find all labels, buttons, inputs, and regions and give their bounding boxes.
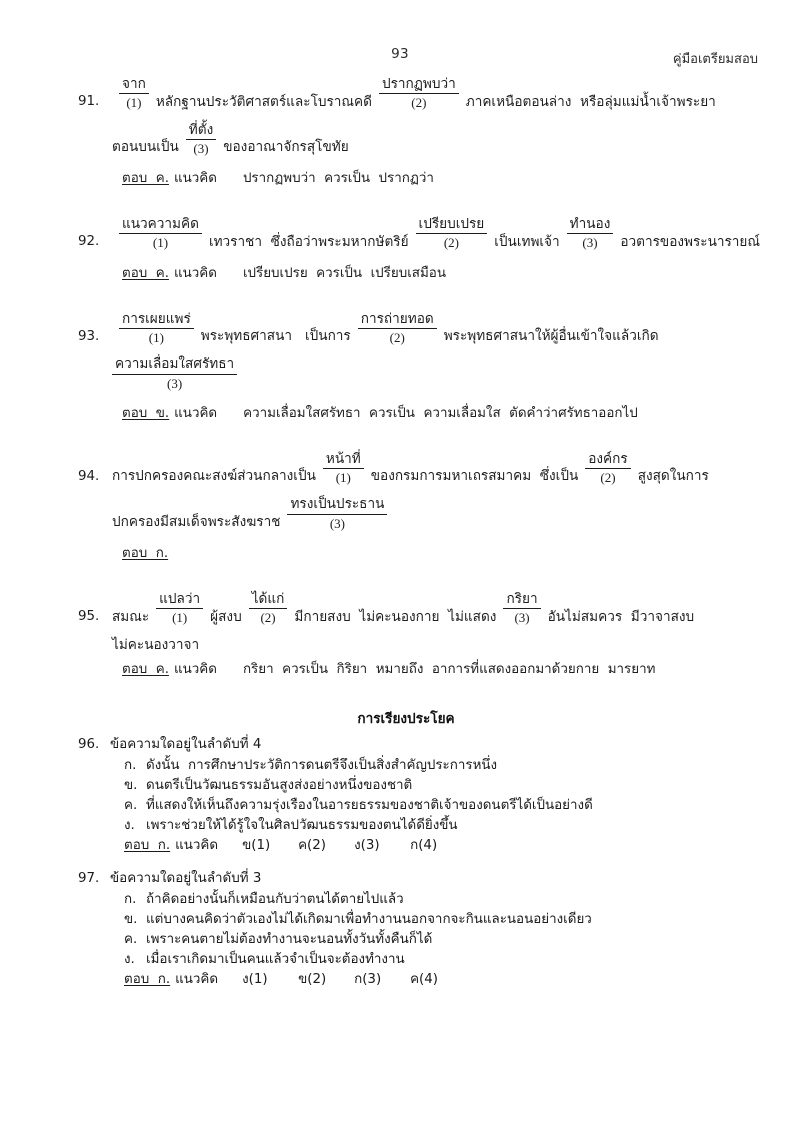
question-92 [78,216,761,283]
blank-word: การถ่ายทอด [358,311,437,329]
question-92-number: 92. [78,233,100,249]
choice-text: ดังนั้น การศึกษาประวัติการดนตรีจึงเป็นสิ่งสำคัญประการหนึ่ง [146,757,498,773]
question-94-blank-2 [585,451,630,487]
question-91 [78,76,734,188]
question-95-text-4: ไม่คะนองวาจา [112,636,200,653]
choice-marker: ข. [124,778,138,794]
question-93-number: 93. [78,328,100,344]
blank-index: (2) [389,330,405,345]
blank-word: เปรียบเปรย [416,216,488,234]
answer-label: แนวคิด [175,838,219,854]
answer-label: แนวคิด [174,405,218,421]
spacer [78,157,734,167]
blank-word: ปรากฏพบว่า [379,76,459,94]
question-93-answer [78,402,734,423]
question-97-choice-kho2 [78,930,734,950]
answer-key: ตอบ ก. [124,972,171,987]
choice-marker: ง. [124,951,135,967]
question-92-line-1 [78,216,761,252]
choice-text: เพราะช่วยให้ได้รู้ใจในศิลปวัฒนธรรมของตนได้ดียิ่งขึ้น [146,818,458,834]
spacer [78,565,734,591]
choice-text: แต่บางคนคิดว่าตัวเองไม่ได้เกิดมาเพื่อทำงานนอกจากจะกินและนอนอย่างเดียว [146,911,592,927]
question-96-stem: ข้อความใดอยู่ในลำดับที่ 4 [110,737,262,753]
answer-label: แนวคิด [173,265,217,281]
question-96 [78,735,734,857]
answer-order-4: ก(4) [410,838,438,854]
answer-key: ตอบ ค. [122,265,169,281]
question-95-line-1 [78,591,734,627]
question-94-line-2 [78,496,734,532]
blank-word: ทำนอง [567,216,614,234]
answer-key: ตอบ ค. [122,662,169,678]
blank-index: (2) [600,470,616,486]
question-94 [78,451,734,563]
question-95-text-0: สมณะ [112,608,150,625]
blank-word: ความเลื่อมใสศรัทธา [112,356,237,374]
answer-label: แนวคิด [173,662,217,678]
question-91-text-1: หลักฐานประวัติศาสตร์และโบราณคดี [155,93,372,110]
question-95-line-2 [78,637,734,655]
choice-text: ที่แสดงให้เห็นถึงความรุ่งเรืองในอารยธรรมของชาติเจ้าของดนตรีได้เป็นอย่างดี [146,798,593,814]
blank-index: (3) [514,610,530,626]
choice-text: ดนตรีเป็นวัฒนธรรมอันสูงส่งอย่างหนึ่งของชาติ [146,778,413,794]
answer-key: ตอบ ข. [122,405,170,421]
blank-word: ที่ตั้ง [186,122,216,140]
blank-word: แนวความคิด [119,216,202,234]
question-95-blank-3 [503,591,540,627]
question-97 [78,869,734,991]
choice-marker: ก. [124,757,137,773]
blank-index: (2) [443,235,459,251]
question-96-choice-kho [78,776,734,796]
question-94-number: 94. [78,468,100,484]
question-95-answer [78,658,734,679]
question-91-answer [78,167,734,188]
spacer [78,486,734,496]
choice-marker: ค. [124,798,138,814]
blank-index: (1) [126,95,142,111]
question-94-answer [78,542,734,563]
question-95-text-1: ผู้สงบ [210,608,242,625]
answer-label: แนวคิด [175,972,219,987]
question-95-number: 95. [78,608,100,624]
blank-index: (3) [582,235,598,251]
answer-order-list [242,970,466,991]
answer-key: ตอบ ก. [124,838,171,854]
answer-key: ตอบ ก. [122,545,169,561]
question-96-number: 96. [78,737,100,753]
blank-index: (1) [152,235,169,251]
question-94-text-1: ของกรมการมหาเถรสมาคม ซึ่งเป็น [370,468,579,485]
question-97-stem-row [78,869,734,889]
question-91-blank-3 [186,122,216,158]
answer-order-2: ข(2) [298,972,327,987]
page-content [78,76,761,993]
question-96-stem-row [78,735,734,755]
answer-order-3: ก(3) [354,972,382,987]
blank-word: ได้แก่ [249,591,288,609]
question-93 [78,311,734,423]
spacer [78,859,734,869]
question-97-choice-ngo [78,950,734,970]
question-94-blank-3 [287,496,387,532]
question-91-number: 91. [78,93,100,109]
spacer [78,346,734,356]
blank-index: (3) [193,140,209,156]
answer-order-1: ข(1) [242,838,271,854]
blank-index: (3) [167,375,183,391]
question-92-blank-2 [416,216,488,252]
question-95-blank-2 [249,591,288,627]
blank-word: กริยา [503,591,540,609]
spacer [78,112,734,122]
section-heading: การเรียงประโยค [357,711,455,728]
question-93-blank-1 [119,311,194,347]
answer-explanation: ความเลื่อมใสศรัทธา ควรเป็น ความเลื่อมใส ตัดคำว่าศรัทธาออกไป [243,405,638,421]
question-96-choice-ngo [78,816,734,836]
spacer [78,681,734,707]
answer-order-1: ง(1) [242,972,268,987]
question-91-text-3: ตอนบนเป็น [112,139,179,156]
question-92-blank-1 [119,216,202,252]
spacer [78,627,734,637]
choice-marker: ง. [124,818,135,834]
page-number: 93 [391,46,409,62]
question-93-text-2: พระพุทธศาสนาให้ผู้อื่นเข้าใจแล้วเกิด [443,328,659,345]
question-97-answer [78,970,734,991]
blank-word: ทรงเป็นประธาน [287,496,387,514]
question-95-blank-1 [156,591,203,627]
question-97-number: 97. [78,871,100,887]
question-94-blank-1 [323,451,364,487]
answer-label: แนวคิด [173,171,217,187]
question-91-text-4: ของอาณาจักรสุโขทัย [223,139,349,156]
answer-order-list [242,836,466,857]
answer-explanation: เปรียบเปรย ควรเป็น เปรียบเสมือน [242,265,446,281]
question-91-line-2 [78,122,734,158]
blank-index: (1) [148,330,164,345]
choice-marker: ข. [124,911,138,927]
question-92-text-2: เป็นเทพเจ้า [494,233,560,250]
question-95 [78,591,734,680]
choice-text: ถ้าคิดอย่างนั้นก็เหมือนกับว่าตนได้ตายไปแล้ว [146,891,404,907]
question-95-text-2: มีกายสงบ ไม่คะนองกาย ไม่แสดง [294,608,497,625]
spacer [78,190,734,216]
blank-index: (1) [335,470,351,486]
question-96-answer [78,836,734,857]
spacer [78,532,734,542]
question-94-line-1 [78,451,734,487]
question-92-answer [78,262,734,283]
question-93-line-2 [78,356,734,392]
question-91-blank-2 [379,76,459,112]
choice-marker: ก. [124,891,137,907]
spacer [78,425,734,451]
blank-index: (2) [411,95,427,111]
question-95-text-3: อันไม่สมควร มีวาจาสงบ [547,608,695,625]
question-94-text-3: ปกครองมีสมเด็จพระสังฆราช [112,513,281,530]
book-title: คู่มือเตรียมสอบ [672,52,758,67]
blank-word: องค์กร [585,451,630,469]
answer-explanation: กริยา ควรเป็น กิริยา หมายถึง อาการที่แสดงออกมาด้วยกาย มารยาท [242,662,656,678]
question-97-choice-ko [78,890,734,910]
question-93-blank-2 [358,311,437,347]
blank-word: แปลว่า [156,591,203,609]
blank-index: (2) [260,610,276,626]
question-93-blank-3 [112,356,237,392]
answer-order-2: ค(2) [298,838,327,854]
blank-word: การเผยแพร่ [119,311,194,329]
question-93-line-1 [78,311,734,347]
question-92-blank-3 [567,216,614,252]
blank-word: หน้าที่ [323,451,364,469]
choice-text: เมื่อเราเกิดมาเป็นคนแล้วจำเป็นจะต้องทำงาน [146,951,405,967]
question-97-choice-kho [78,910,734,930]
question-97-stem: ข้อความใดอยู่ในลำดับที่ 3 [110,871,262,887]
answer-key: ตอบ ค. [122,171,169,187]
page-header [0,46,800,72]
answer-order-4: ค(4) [410,972,439,987]
question-96-choice-kho2 [78,796,734,816]
question-91-blank-1 [119,76,149,112]
question-92-text-1: เทวราชา ซึ่งถือว่าพระมหากษัตริย์ [208,233,409,250]
question-92-text-3: อวตารของพระนารายณ์ [620,233,761,250]
answer-explanation: ปรากฏพบว่า ควรเป็น ปรากฏว่า [242,171,434,187]
question-91-line-1 [78,76,734,112]
spacer [78,392,734,402]
blank-index: (3) [329,515,346,531]
blank-index: (1) [172,610,188,626]
question-96-choice-ko [78,756,734,776]
question-94-text-2: สูงสุดในการ [637,468,709,485]
choice-marker: ค. [124,931,138,947]
answer-order-3: ง(3) [354,838,380,854]
question-93-text-1: พระพุทธศาสนา เป็นการ [200,328,351,345]
question-94-text-0: การปกครองคณะสงฆ์ส่วนกลางเป็น [112,468,316,485]
blank-word: จาก [119,76,149,94]
spacer [78,285,734,311]
question-91-text-2: ภาคเหนือตอนล่าง หรือลุ่มแม่น้ำเจ้าพระยา [465,93,716,110]
spacer [78,252,734,262]
choice-text: เพราะคนตายไม่ต้องทำงานจะนอนทั้งวันทั้งคืนก็ได้ [146,931,433,947]
